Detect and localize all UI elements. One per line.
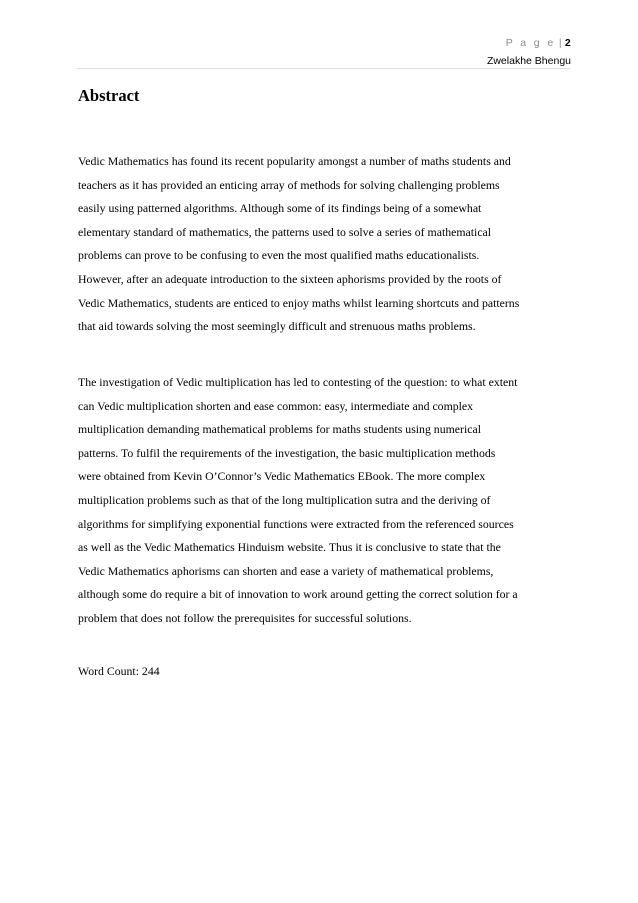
paragraph-line: algorithms for simplifying exponential functions were extracted from the referenced sources bbox=[78, 516, 514, 531]
paragraph-line: elementary standard of mathematics, the patterns used to solve a series of mathematical bbox=[78, 224, 492, 239]
abstract-paragraph-2 bbox=[78, 371, 568, 631]
page-number: 2 bbox=[564, 37, 571, 49]
author-name: Zwelakhe Bhengu bbox=[486, 55, 571, 67]
paragraph-line: teachers as it has provided an enticing array of methods for solving challenging problems bbox=[78, 177, 500, 192]
paragraph-line: Vedic Mathematics, students are enticed to enjoy maths whilst learning shortcuts and patterns bbox=[78, 295, 520, 310]
paragraph-line: easily using patterned algorithms. Although some of its findings being of a somewhat bbox=[78, 201, 482, 216]
paragraph-line: multiplication problems such as that of the long multiplication sutra and the deriving of bbox=[78, 492, 491, 507]
word-count: Word Count: 244 bbox=[78, 664, 160, 678]
paragraph-line: patterns. To fulfil the requirements of the investigation, the basic multiplication methods bbox=[78, 445, 496, 460]
paragraph-line: were obtained from Kevin O’Connor’s Vedic Mathematics EBook. The more complex bbox=[78, 469, 486, 484]
abstract-heading: Abstract bbox=[78, 86, 140, 105]
paragraph-line: problem that does not follow the prerequisites for successful solutions. bbox=[78, 610, 412, 625]
paragraph-line: problems can prove to be confusing to even the most qualified maths educationalists. bbox=[78, 248, 480, 263]
abstract-paragraph-1 bbox=[78, 150, 568, 339]
paragraph-line: However, after an adequate introduction to the sixteen aphorisms provided by the roots of bbox=[78, 271, 502, 286]
page-header bbox=[487, 36, 571, 69]
header-divider bbox=[77, 68, 570, 69]
page-separator: | bbox=[558, 37, 562, 49]
paragraph-line: as well as the Vedic Mathematics Hinduism website. Thus it is conclusive to state that the bbox=[78, 540, 501, 555]
page-number-line bbox=[487, 36, 571, 51]
paragraph-line: The investigation of Vedic multiplication has led to contesting of the question: to what extent bbox=[78, 375, 518, 389]
paragraph-line: can Vedic multiplication shorten and ease common: easy, intermediate and complex bbox=[78, 398, 474, 413]
paragraph-line: Vedic Mathematics aphorisms can shorten and ease a variety of mathematical problems, bbox=[78, 563, 494, 578]
paragraph-line: Vedic Mathematics has found its recent popularity amongst a number of maths students and bbox=[78, 154, 511, 168]
paragraph-line: multiplication demanding mathematical problems for maths students using numerical bbox=[78, 422, 481, 437]
page-label: P a g e bbox=[505, 37, 556, 49]
paragraph-line: that aid towards solving the most seemingly difficult and strenuous maths problems. bbox=[78, 319, 476, 334]
paragraph-line: although some do require a bit of innovation to work around getting the correct solution for a bbox=[78, 587, 518, 602]
